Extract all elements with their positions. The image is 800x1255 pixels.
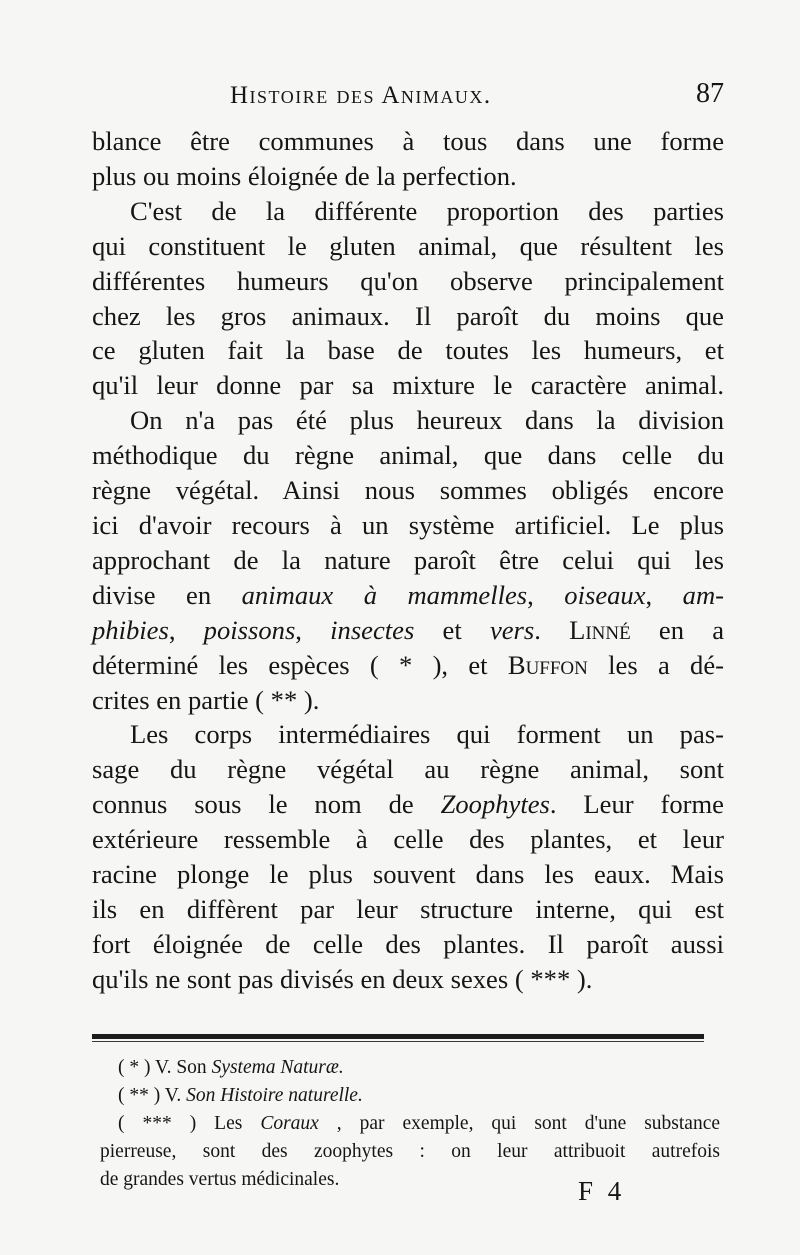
text-line: On n'a pas été plus heureux dans la division	[130, 405, 724, 436]
text-line: méthodique du règne animal, que dans celle du	[92, 440, 724, 471]
italic-term: poissons	[203, 614, 296, 645]
text-fragment: déterminé les espèces ( * ), et	[92, 649, 488, 680]
text-line: approchant de la nature paroît être celui qui les	[92, 544, 724, 575]
text-line: connus sous le nom de Zoophytes. Leur forme	[92, 789, 724, 820]
italic-term: phibies	[92, 614, 169, 645]
text-line: divise en animaux à mammelles, oiseaux, am-	[92, 579, 725, 610]
text-line: fort éloignée de celle des plantes. Il paroît aussi	[92, 928, 724, 959]
text-line: sage du règne végétal au règne animal, sont	[92, 754, 724, 785]
running-title: Histoire des Animaux.	[230, 82, 492, 109]
footnote-marker: ( *** ) Les	[118, 1113, 243, 1134]
text-line: différentes humeurs qu'on observe principalement	[92, 265, 724, 296]
footnote-title: Systema Naturæ.	[211, 1057, 344, 1078]
text-fragment: en a	[658, 614, 725, 645]
italic-term: am-	[682, 579, 725, 610]
italic-term: oiseaux	[564, 579, 646, 610]
footnote-text: , par exemple, qui sont d'une substance	[336, 1113, 721, 1134]
text-fragment: connus sous le nom de	[92, 789, 414, 820]
text-line: plus ou moins éloignée de la perfection.	[92, 160, 517, 191]
footnote-1	[100, 1054, 720, 1082]
author-name: Linné	[569, 614, 631, 645]
text-line: ici d'avoir recours à un système artificiel. Le plus	[92, 509, 724, 540]
footnote-term: Coraux	[260, 1113, 319, 1134]
text-fragment: Leur forme	[583, 789, 724, 820]
text-line: C'est de la différente proportion des parties	[130, 195, 724, 226]
text-line: ce gluten fait la base de toutes les humeurs, et	[92, 335, 724, 366]
page-number: 87	[696, 78, 724, 109]
footnotes	[100, 1054, 720, 1194]
text-fragment: divise en	[92, 579, 212, 610]
text-line: qu'il leur donne par sa mixture le caractère animal.	[92, 370, 724, 401]
footnote-2	[100, 1082, 720, 1110]
text-line	[92, 648, 724, 683]
footnote-rule	[92, 1034, 704, 1039]
italic-term: animaux à mammelles	[241, 579, 528, 610]
footnote-marker: ( ** ) V.	[118, 1085, 182, 1106]
text-line: crites en partie ( ** ).	[92, 684, 320, 715]
text-line: qui constituent le gluten animal, que résultent les	[92, 230, 724, 261]
italic-term: vers	[489, 614, 535, 645]
footnote-marker: ( * ) V. Son	[118, 1057, 207, 1078]
footnote-title: Son Histoire naturelle.	[186, 1085, 363, 1106]
footnote-3-line-3: de grandes vertus médicinales.	[100, 1169, 340, 1190]
footnote-rule-thin	[92, 1041, 704, 1042]
main-text	[92, 124, 724, 997]
italic-term: Zoophytes	[440, 789, 550, 820]
text-line: chez les gros animaux. Il paroît du moins que	[92, 300, 724, 331]
text-fragment: et	[442, 614, 462, 645]
text-line: blance être communes à tous dans une forme	[92, 126, 724, 156]
italic-term: insectes	[330, 614, 415, 645]
text-line: racine plonge le plus souvent dans les eaux. Mais	[92, 859, 724, 890]
signature-mark: F 4	[578, 1176, 626, 1206]
text-line: phibies, poissons, insectes et vers. Linné en a	[92, 614, 725, 645]
footnote-3-line-2: pierreuse, sont des zoophytes : on leur attribuoit autrefois	[100, 1141, 720, 1162]
text-line: ils en diffèrent par leur structure interne, qui est	[92, 893, 724, 924]
page-header	[92, 78, 724, 122]
text-line: qu'ils ne sont pas divisés en deux sexes ( *** ).	[92, 963, 593, 994]
text-line: extérieure ressemble à celle des plantes, et leur	[92, 824, 724, 855]
author-name: Buffon	[507, 649, 588, 680]
text-fragment: les a dé-	[608, 649, 724, 680]
text-line: Les corps intermédiaires qui forment un pas-	[130, 719, 724, 750]
text-line: règne végétal. Ainsi nous sommes obligés encore	[92, 475, 724, 506]
footnote-3	[100, 1110, 720, 1138]
